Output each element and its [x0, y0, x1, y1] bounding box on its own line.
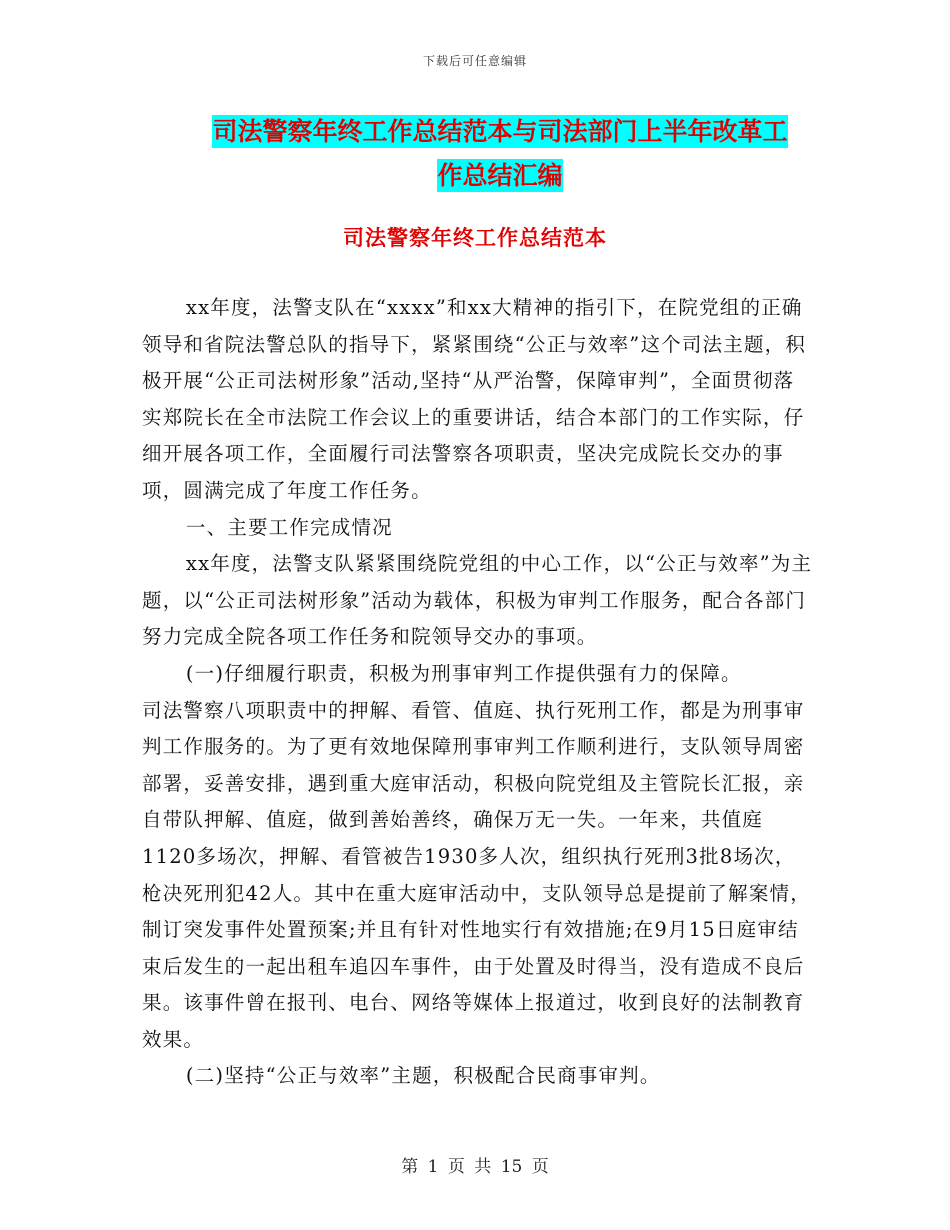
body-text [142, 290, 814, 1095]
page-number: 第 1 页 共 15 页 [401, 1157, 549, 1177]
page-header-note: 下载后可任意编辑 [422, 54, 527, 68]
subheading-criminal-trial: (一)仔细履行职责，积极为刑事审判工作提供强有力的保障。 [185, 661, 742, 685]
paragraph-intro: xx年度，法警支队在“xxxx”和xx大精神的指引下，在院党组的正确领导和省院法警总队的指导下，紧紧围绕“公正与效率”这个司法主题，积极开展“公正司法树形象”活动,坚持“从严治警，保障审判”，全面贯彻落实郑院长在全市法院工作会议上的重要讲话，结合本部门的工作实际，仔细开展各项工作，全面履行司法警察各项职责，坚决完成院长交办的事项，圆满完成了年度工作任务。 [142, 296, 807, 502]
subheading-civil-trial: (二)坚持“公正与效率”主题，积极配合民商事审判。 [185, 1064, 661, 1088]
heading-main-work: 一、主要工作完成情况 [185, 515, 393, 539]
document-title-line-2: 作总结汇编 [437, 161, 563, 190]
section-title: 司法警察年终工作总结范本 [343, 226, 607, 250]
document-title [180, 110, 820, 198]
paragraph-overview: xx年度，法警支队紧紧围绕院党组的中心工作，以“公正与效率”为主题，以“公正司法树形象”活动为载体，积极为审判工作服务，配合各部门努力完成全院各项工作任务和院领导交办的事项。 [142, 552, 813, 649]
document-title-line-1: 司法警察年终工作总结范本与司法部门上半年改革工 [212, 117, 788, 146]
paragraph-criminal-trial: 司法警察八项职责中的押解、看管、值庭、执行死刑工作，都是为刑事审判工作服务的。为了更有效地保障刑事审判工作顺利进行，支队领导周密部署，妥善安排，遇到重大庭审活动，积极向院党组及主管院长汇报，亲自带队押解、值庭，做到善始善终，确保万无一失。一年来，共值庭1120多场次，押解、看管被告1930多人次，组织执行死刑3批8场次，枪决死刑犯42人。其中在重大庭审活动中，支队领导总是提前了解案情，制订突发事件处置预案;并且有针对性地实行有效措施;在9月15日庭审结束后发生的一起出租车追囚车事件，由于处置及时得当，没有造成不良后果。该事件曾在报刊、电台、网络等媒体上报道过，收到良好的法制教育效果。 [142, 698, 811, 1051]
